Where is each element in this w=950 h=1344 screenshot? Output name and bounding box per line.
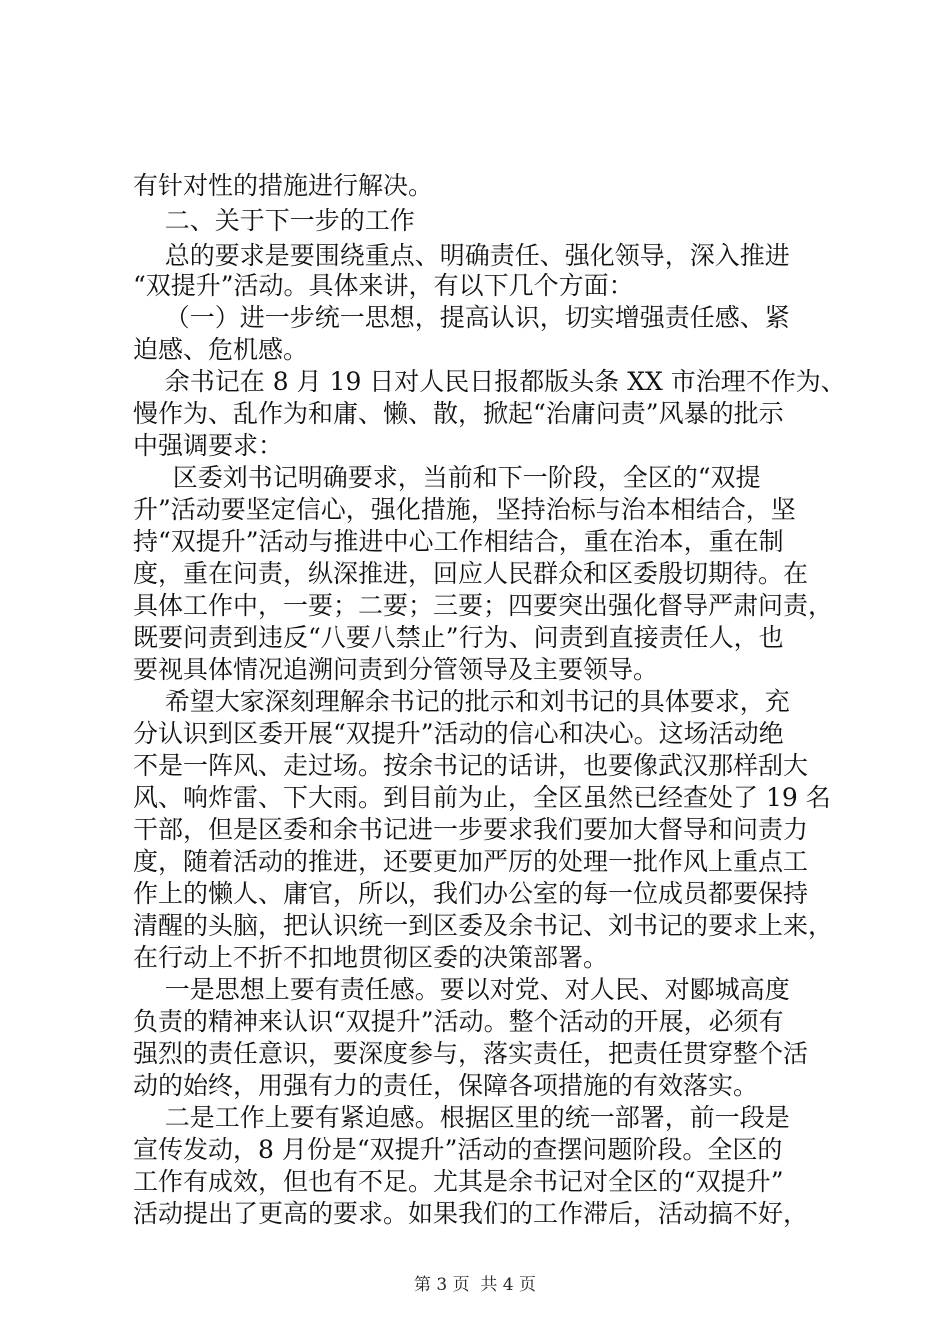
text-line-7: 余书记在 8 月 19 日对人民日报都版头条 XX 市治理不作为、: [133, 367, 846, 396]
text-line-30: 二是工作上要有紧迫感。根据区里的统一部署，前一段是: [133, 1103, 790, 1132]
text-line-25: 在行动上不折不扣地贯彻区委的决策部署。: [133, 943, 609, 972]
text-line-16: 要视具体情况追溯问责到分管领导及主要领导。: [133, 655, 659, 684]
text-line-12: 持“双提升”活动与推进中心工作相结合，重在治本，重在制: [133, 527, 784, 556]
text-line-20: 风、响炸雷、下大雨。到目前为止，全区虽然已经查处了 19 名: [133, 783, 831, 812]
text-line-6: 迫感、危机感。: [133, 335, 309, 364]
text-line-5: （一）进一步统一思想，提高认识，切实增强责任感、紧: [133, 303, 790, 332]
text-line-3: 总的要求是要围绕重点、明确责任、强化领导，深入推进: [133, 241, 790, 270]
text-line-13: 度，重在问责，纵深推进，回应人民群众和区委殷切期待。在: [133, 559, 809, 588]
text-line-1: 有针对性的措施进行解决。: [133, 171, 434, 200]
text-line-14: 具体工作中，一要；二要；三要；四要突出强化督导严肃问责，: [133, 591, 834, 620]
text-line-29: 动的始终，用强有力的责任，保障各项措施的有效落实。: [133, 1071, 759, 1100]
text-line-19: 不是一阵风、走过场。按余书记的话讲，也要像武汉那样刮大: [133, 751, 809, 780]
text-line-2: 二、关于下一步的工作: [133, 206, 415, 235]
text-line-32: 工作有成效，但也有不足。尤其是余书记对全区的“双提升”: [133, 1167, 784, 1196]
text-line-22: 度，随着活动的推进，还要更加严厉的处理一批作风上重点工: [133, 847, 809, 876]
text-line-8: 慢作为、乱作为和庸、懒、散，掀起“治庸问责”风暴的批示: [133, 399, 784, 428]
text-line-23: 作上的懒人、庸官，所以，我们办公室的每一位成员都要保持: [133, 879, 809, 908]
page-footer: 第 3 页 共 4 页: [413, 1275, 537, 1295]
text-line-17: 希望大家深刻理解余书记的批示和刘书记的具体要求，充: [133, 687, 790, 716]
text-line-28: 强烈的责任意识，要深度参与，落实责任，把责任贯穿整个活: [133, 1039, 809, 1068]
text-line-18: 分认识到区委开展“双提升”活动的信心和决心。这场活动绝: [133, 719, 784, 748]
text-line-33: 活动提出了更高的要求。如果我们的工作滞后，活动搞不好，: [133, 1199, 809, 1228]
text-line-15: 既要问责到违反“八要八禁止”行为、问责到直接责任人，也: [133, 623, 784, 652]
text-line-21: 干部，但是区委和余书记进一步要求我们要加大督导和问责力: [133, 815, 809, 844]
text-line-24: 清醒的头脑，把认识统一到区委及余书记、刘书记的要求上来，: [133, 911, 834, 940]
text-line-27: 负责的精神来认识“双提升”活动。整个活动的开展，必须有: [133, 1007, 784, 1036]
text-line-26: 一是思想上要有责任感。要以对党、对人民、对郾城高度: [133, 975, 790, 1004]
text-line-11: 升”活动要坚定信心，强化措施，坚持治标与治本相结合，坚: [133, 495, 796, 524]
text-line-4: “双提升”活动。具体来讲，有以下几个方面：: [133, 271, 634, 300]
text-line-10: 区委刘书记明确要求，当前和下一阶段，全区的“双提: [133, 463, 761, 492]
text-line-9: 中强调要求：: [133, 431, 284, 460]
text-line-31: 宣传发动，8 月份是“双提升”活动的查摆问题阶段。全区的: [133, 1135, 783, 1164]
